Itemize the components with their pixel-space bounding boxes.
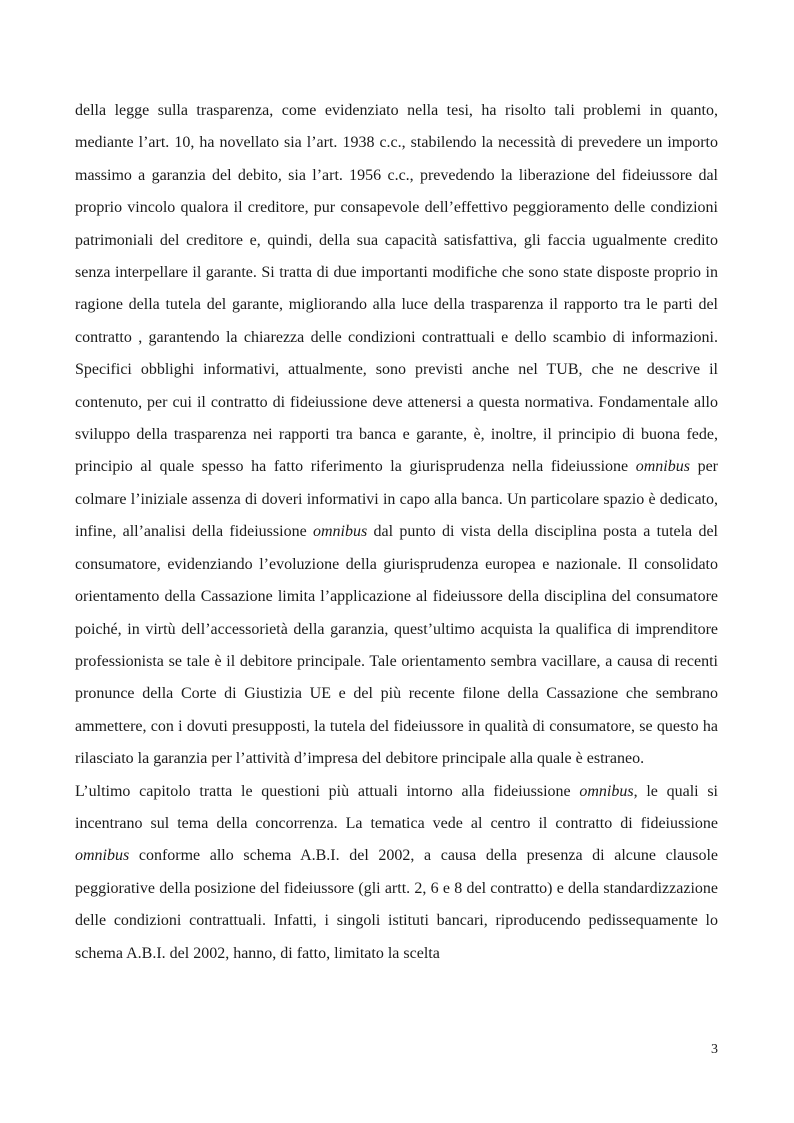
- paragraph-1-segment-1: della legge sulla trasparenza, come evidenziato nella tesi, ha risolto tali problemi in quanto, mediante l’art. 10, ha novellato sia l’art. 1938 c.c., stabilendo la necessità di prevedere un importo massimo a garanzia del debito, sia l’art. 1956 c.c., prevedendo la liberazione del fideiussore dal proprio vincolo qualora il creditore, pur consapevole dell’effettivo peggioramento delle condizioni patrimoniali del creditore e, quindi, della sua capacità satisfattiva, gli faccia ugualmente credito senza interpellare il garante. Si tratta di due importanti modifiche che sono state disposte proprio in ragione della tutela del garante, migliorando alla luce della trasparenza il rapporto tra le parti del contratto , garantendo la chiarezza delle condizioni contrattuali e dello scambio di informazioni. Specifici obblighi informativi, attualmente, sono previsti anche nel TUB, che ne descrive il contenuto, per cui il contratto di fideiussione deve attenersi a questa normativa. Fondamentale allo sviluppo della trasparenza nei rapporti tra banca e garante, è, inoltre, il principio di buona fede, principio al quale spesso ha fatto riferimento la giurisprudenza nella fideiussione: [75, 102, 718, 476]
- paragraph-1: [75, 95, 718, 776]
- paragraph-2: [75, 776, 718, 970]
- page-number: 3: [711, 1042, 718, 1057]
- paragraph-2-segment-4: omnibus: [75, 847, 130, 865]
- paragraph-2-segment-5: conforme allo schema A.B.I. del 2002, a causa della presenza di alcune clausole peggiorative della posizione del fideiussore (gli artt. 2, 6 e 8 del contratto) e della standardizzazione delle condizioni contrattuali. Infatti, i singoli istituti bancari, riproducendo pedissequamente lo schema A.B.I. del 2002, hanno, di fatto, limitato la scelta: [75, 847, 718, 962]
- paragraph-1-segment-2: omnibus: [635, 458, 690, 476]
- document-page: [75, 95, 718, 970]
- paragraph-2-segment-2: omnibus: [579, 782, 634, 800]
- paragraph-1-segment-5: dal punto di vista della disciplina posta a tutela del consumatore, evidenziando l’evoluzione della giurisprudenza europea e nazionale. Il consolidato orientamento della Cassazione limita l’applicazione al fideiussore della disciplina del consumatore poiché, in virtù dell’accessorietà della garanzia, quest’ultimo acquista la qualifica di imprenditore professionista se tale è il debitore principale. Tale orientamento sembra vacillare, a causa di recenti pronunce della Corte di Giustizia UE e del più recente filone della Cassazione che sembrano ammettere, con i dovuti presupposti, la tutela del fideiussore in qualità di consumatore, se questo ha rilasciato la garanzia per l’attività d’impresa del debitore principale alla quale è estraneo.: [75, 523, 718, 768]
- paragraph-2-segment-3: , le quali si incentrano sul tema della concorrenza. La tematica vede al centro il contratto di fideiussione: [75, 782, 719, 832]
- paragraph-1-segment-4: omnibus: [312, 523, 368, 541]
- paragraph-1-segment-3: per colmare l’iniziale assenza di doveri informativi in capo alla banca. Un particolare spazio è dedicato, infine, all’analisi della fideiussione: [75, 458, 718, 541]
- paragraph-2-segment-1: L’ultimo capitolo tratta le questioni più attuali intorno alla fideiussione: [75, 782, 580, 800]
